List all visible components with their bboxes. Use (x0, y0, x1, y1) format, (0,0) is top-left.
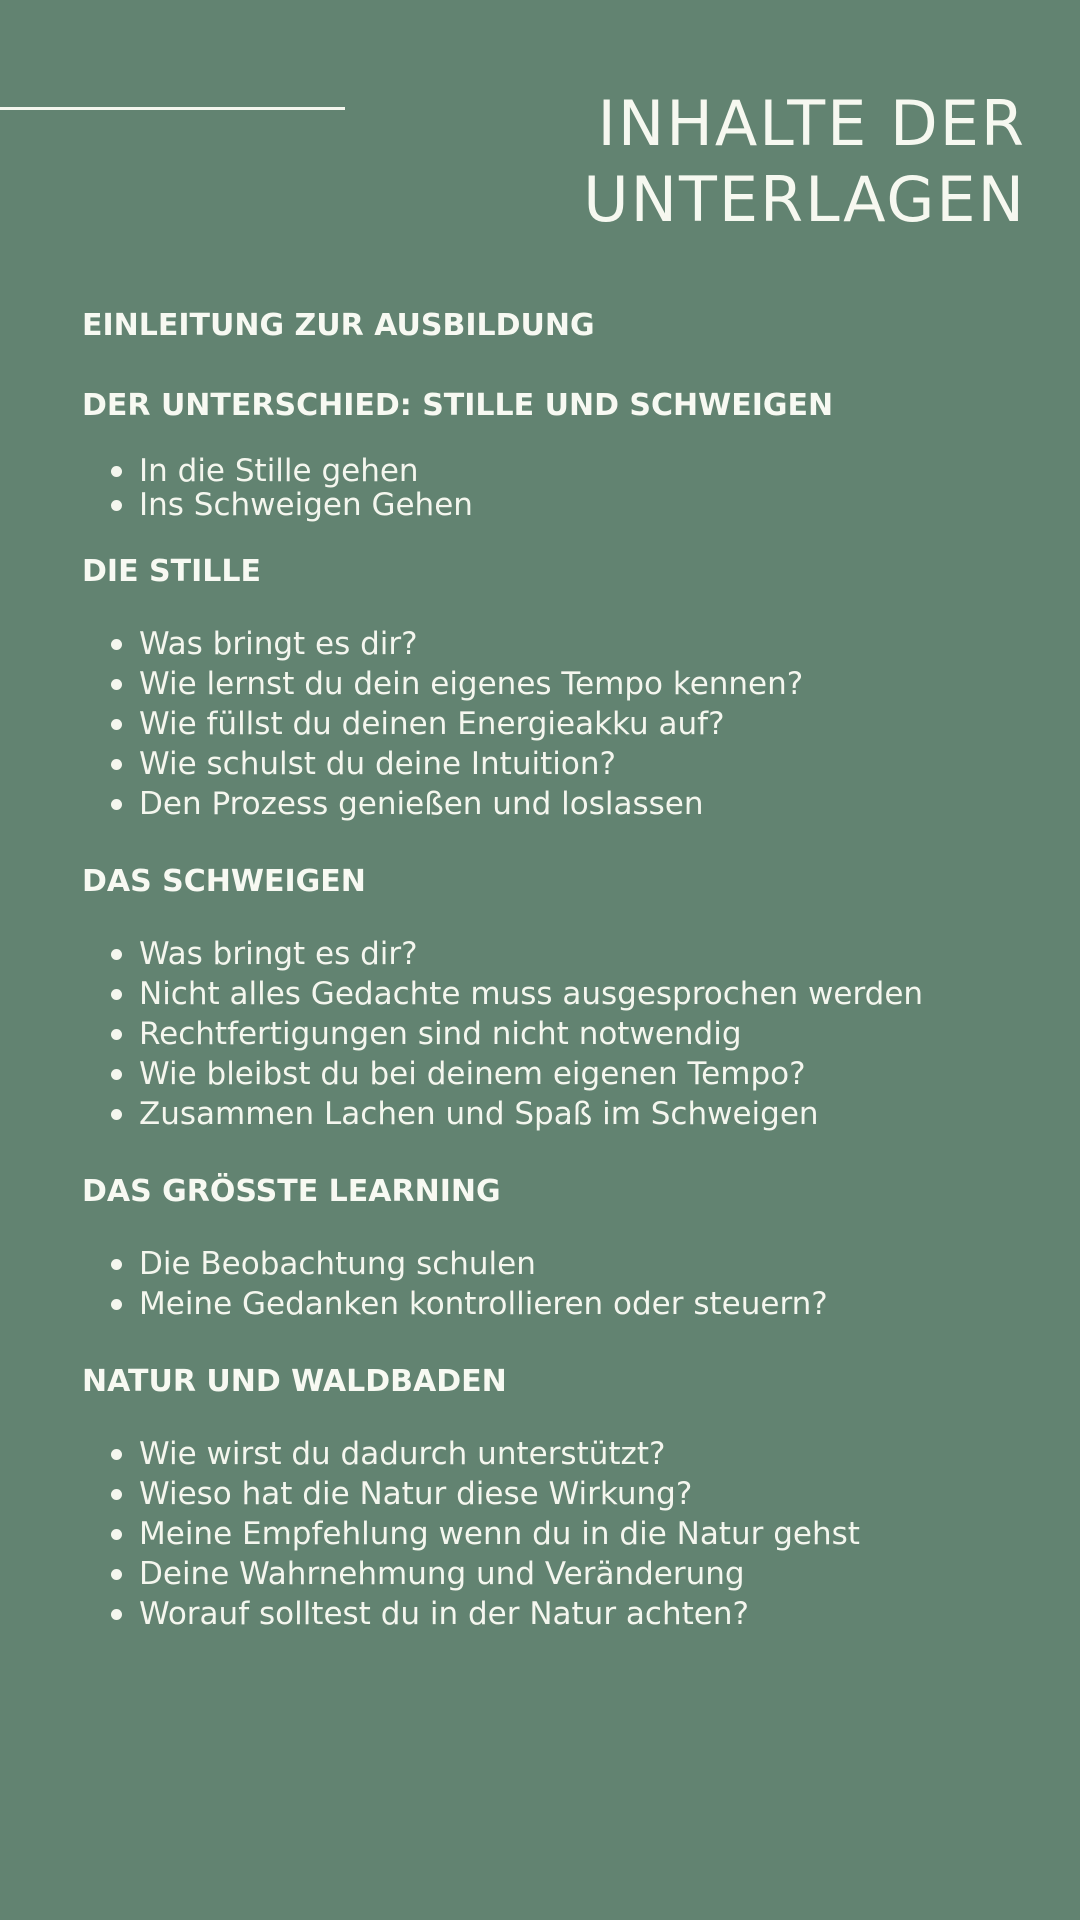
list-item (139, 1054, 1042, 1094)
bullet-icon (111, 719, 122, 730)
bullet-icon (111, 949, 122, 960)
bullet-icon (111, 1109, 122, 1120)
page-title (583, 86, 1026, 238)
bullet-list-groesste-learning (82, 1244, 1042, 1324)
bullet-icon (111, 466, 122, 477)
decorative-divider-line (0, 107, 345, 110)
list-item-text: Meine Empfehlung wenn du in die Natur gehst (139, 1516, 860, 1552)
bullet-list-natur-waldbaden (82, 1434, 1042, 1634)
list-item-text: Ins Schweigen Gehen (139, 487, 473, 523)
list-item (139, 1284, 1042, 1324)
page-title-line-2: UNTERLAGEN (583, 163, 1026, 236)
list-item (139, 1594, 1042, 1634)
bullet-icon (111, 639, 122, 650)
list-item (139, 1094, 1042, 1134)
list-item (139, 1474, 1042, 1514)
list-item (139, 624, 1042, 664)
list-item-text: Wie lernst du dein eigenes Tempo kennen? (139, 666, 804, 702)
list-item-text: Den Prozess genießen und loslassen (139, 786, 704, 822)
bullet-icon (111, 1069, 122, 1080)
bullet-list-unterschied (82, 454, 1042, 522)
list-item-text: Was bringt es dir? (139, 626, 418, 662)
list-item-text: Deine Wahrnehmung und Veränderung (139, 1556, 745, 1592)
list-item-text: Wieso hat die Natur diese Wirkung? (139, 1476, 693, 1512)
list-item-text: Rechtfertigungen sind nicht notwendig (139, 1016, 742, 1052)
list-item-text: Die Beobachtung schulen (139, 1246, 536, 1282)
section-heading-groesste-learning: DAS GRÖSSTE LEARNING (82, 1174, 501, 1209)
list-item (139, 1554, 1042, 1594)
list-item (139, 664, 1042, 704)
list-item-text: Was bringt es dir? (139, 936, 418, 972)
list-item (139, 488, 1042, 522)
list-item (139, 744, 1042, 784)
section-heading-die-stille: DIE STILLE (82, 554, 261, 589)
list-item (139, 1434, 1042, 1474)
bullet-icon (111, 759, 122, 770)
bullet-icon (111, 1299, 122, 1310)
page-title-line-1: INHALTE DER (597, 87, 1026, 160)
list-item (139, 934, 1042, 974)
bullet-icon (111, 989, 122, 1000)
bullet-icon (111, 1259, 122, 1270)
bullet-list-das-schweigen (82, 934, 1042, 1134)
section-heading-unterschied: DER UNTERSCHIED: STILLE UND SCHWEIGEN (82, 388, 834, 423)
list-item-text: Meine Gedanken kontrollieren oder steuern? (139, 1286, 828, 1322)
section-heading-das-schweigen: DAS SCHWEIGEN (82, 864, 366, 899)
bullet-icon (111, 799, 122, 810)
table-of-contents (82, 302, 1042, 1634)
list-item-text: Worauf solltest du in der Natur achten? (139, 1596, 749, 1632)
list-item-text: Nicht alles Gedachte muss ausgesprochen werden (139, 976, 924, 1012)
bullet-list-die-stille (82, 624, 1042, 824)
bullet-icon (111, 1609, 122, 1620)
list-item-text: Wie bleibst du bei deinem eigenen Tempo? (139, 1056, 806, 1092)
bullet-icon (111, 1449, 122, 1460)
bullet-icon (111, 1569, 122, 1580)
list-item-text: Wie füllst du deinen Energieakku auf? (139, 706, 725, 742)
list-item-text: Wie schulst du deine Intuition? (139, 746, 616, 782)
section-heading-einleitung: EINLEITUNG ZUR AUSBILDUNG (82, 308, 595, 343)
list-item (139, 1514, 1042, 1554)
list-item (139, 1014, 1042, 1054)
section-heading-natur-waldbaden: NATUR UND WALDBADEN (82, 1364, 507, 1399)
list-item (139, 704, 1042, 744)
list-item-text: Zusammen Lachen und Spaß im Schweigen (139, 1096, 819, 1132)
bullet-icon (111, 679, 122, 690)
bullet-icon (111, 1529, 122, 1540)
bullet-icon (111, 1489, 122, 1500)
list-item (139, 1244, 1042, 1284)
list-item (139, 784, 1042, 824)
list-item-text: In die Stille gehen (139, 453, 419, 489)
bullet-icon (111, 500, 122, 511)
bullet-icon (111, 1029, 122, 1040)
list-item-text: Wie wirst du dadurch unterstützt? (139, 1436, 666, 1472)
list-item (139, 454, 1042, 488)
list-item (139, 974, 1042, 1014)
